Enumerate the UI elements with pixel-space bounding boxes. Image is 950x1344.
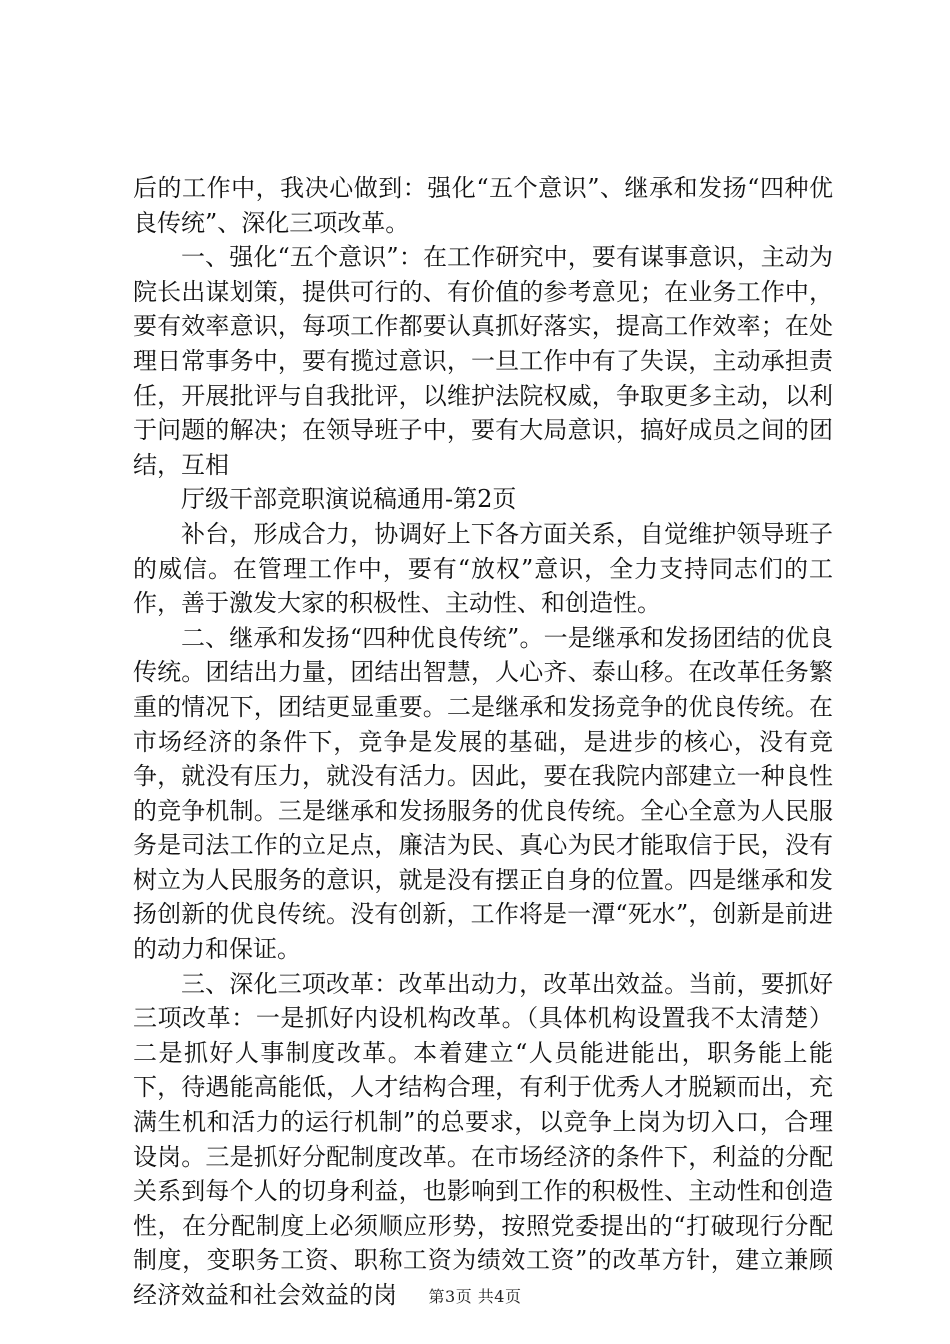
paragraph-three-reforms: 三、深化三项改革：改革出动力，改革出效益。当前，要抓好三项改革：一是抓好内设机构改革。（具体机构设置我不太清楚）二是抓好人事制度改革。本着建立“人员能进能出，职务能上能下，待遇能高能低，人才结构合理，有利于优秀人才脱颖而出，充满生机和活力的运行机制”的总要求，以竞争上岗为切入口，合理设岗。三是抓好分配制度改革。在市场经济的条件下，利益的分配关系到每个人的切身利益，也影响到工作的积极性、主动性和创造性，在分配制度上必须顺应形势，按照党委提出的“打破现行分配制度，变职务工资、职称工资为绩效工资”的改革方针，建立兼顾经济效益和社会效益的岗	[133, 969, 833, 1309]
paragraph-four-traditions: 二、继承和发扬“四种优良传统”。一是继承和发扬团结的优良传统。团结出力量，团结出智慧，人心齐、泰山移。在改革任务繁重的情况下，团结更显重要。二是继承和发扬竞争的优良传统。在市场经济的条件下，竞争是发展的基础，是进步的核心，没有竞争，就没有压力，就没有活力。因此，要在我院内部建立一种良性的竞争机制。三是继承和发扬服务的优良传统。全心全意为人民服务是司法工作的立足点，廉洁为民、真心为民才能取信于民，没有树立为人民服务的意识，就是没有摆正自身的位置。四是继承和发扬创新的优良传统。没有创新，工作将是一潭“死水”，创新是前进的动力和保证。	[133, 623, 833, 964]
paragraph-support: 补台，形成合力，协调好上下各方面关系，自觉维护领导班子的威信。在管理工作中，要有“放权”意识，全力支持同志们的工作，善于激发大家的积极性、主动性、和创造性。	[133, 519, 833, 618]
paragraph-continuation: 后的工作中，我决心做到：强化“五个意识”、继承和发扬“四种优良传统”、深化三项改革。	[133, 174, 833, 237]
page-title-marker: 厅级干部竞职演说稿通用-第2页	[181, 485, 517, 514]
page-footer: 第3页 共4页	[428, 1287, 522, 1306]
document-body	[133, 171, 833, 1313]
paragraph-five-awareness: 一、强化“五个意识”：在工作研究中，要有谋事意识，主动为院长出谋划策，提供可行的、有价值的参考意见；在业务工作中，要有效率意识，每项工作都要认真抓好落实，提高工作效率；在处理日常事务中，要有揽过意识，一旦工作中有了失误，主动承担责任，开展批评与自我批评，以维护法院权威，争取更多主动，以利于问题的解决；在领导班子中，要有大局意识，搞好成员之间的团结，互相	[133, 243, 833, 479]
